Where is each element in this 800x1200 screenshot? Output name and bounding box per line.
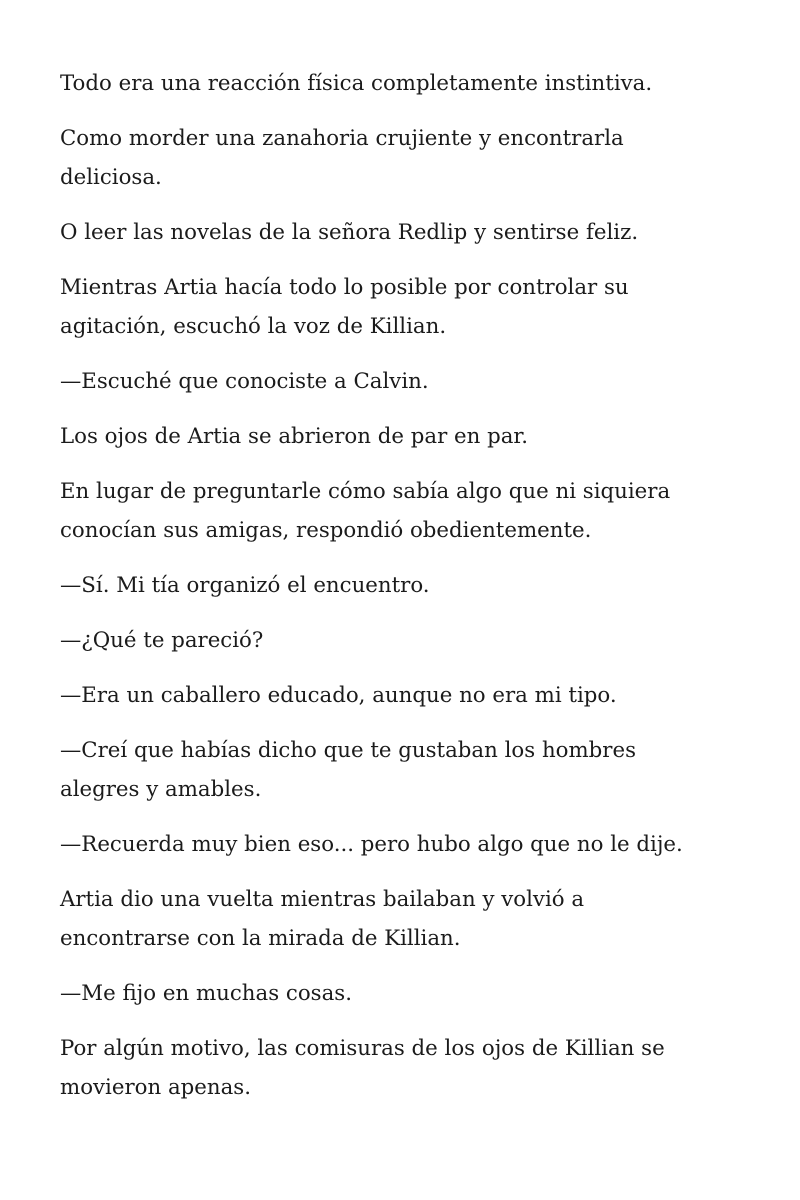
paragraph: Mientras Artia hacía todo lo posible por controlar su agitación, escuchó la voz de Killian. [60,275,629,339]
paragraph: Los ojos de Artia se abrieron de par en par. [60,424,529,449]
paragraph: En lugar de preguntarle cómo sabía algo que ni siquiera conocían sus amigas, respondió obedientemente. [60,479,671,543]
paragraph: —Recuerda muy bien eso... pero hubo algo que no le dije. [60,832,683,857]
reader-page [60,64,720,1123]
paragraph: —Era un caballero educado, aunque no era mi tipo. [60,683,617,708]
paragraph: —Escuché que conociste a Calvin. [60,369,429,394]
paragraph: Todo era una reacción física completamente instintiva. [60,71,653,96]
paragraph: —¿Qué te pareció? [60,628,264,653]
paragraph: O leer las novelas de la señora Redlip y sentirse feliz. [60,220,639,245]
paragraph: —Me fijo en muchas cosas. [60,981,352,1006]
paragraph: —Creí que habías dicho que te gustaban los hombres alegres y amables. [60,738,637,802]
paragraph: —Sí. Mi tía organizó el encuentro. [60,573,430,598]
paragraph: Por algún motivo, las comisuras de los ojos de Killian se movieron apenas. [60,1036,665,1100]
paragraph: Como morder una zanahoria crujiente y encontrarla deliciosa. [60,126,624,190]
paragraph: Artia dio una vuelta mientras bailaban y volvió a encontrarse con la mirada de Killian. [60,887,585,951]
